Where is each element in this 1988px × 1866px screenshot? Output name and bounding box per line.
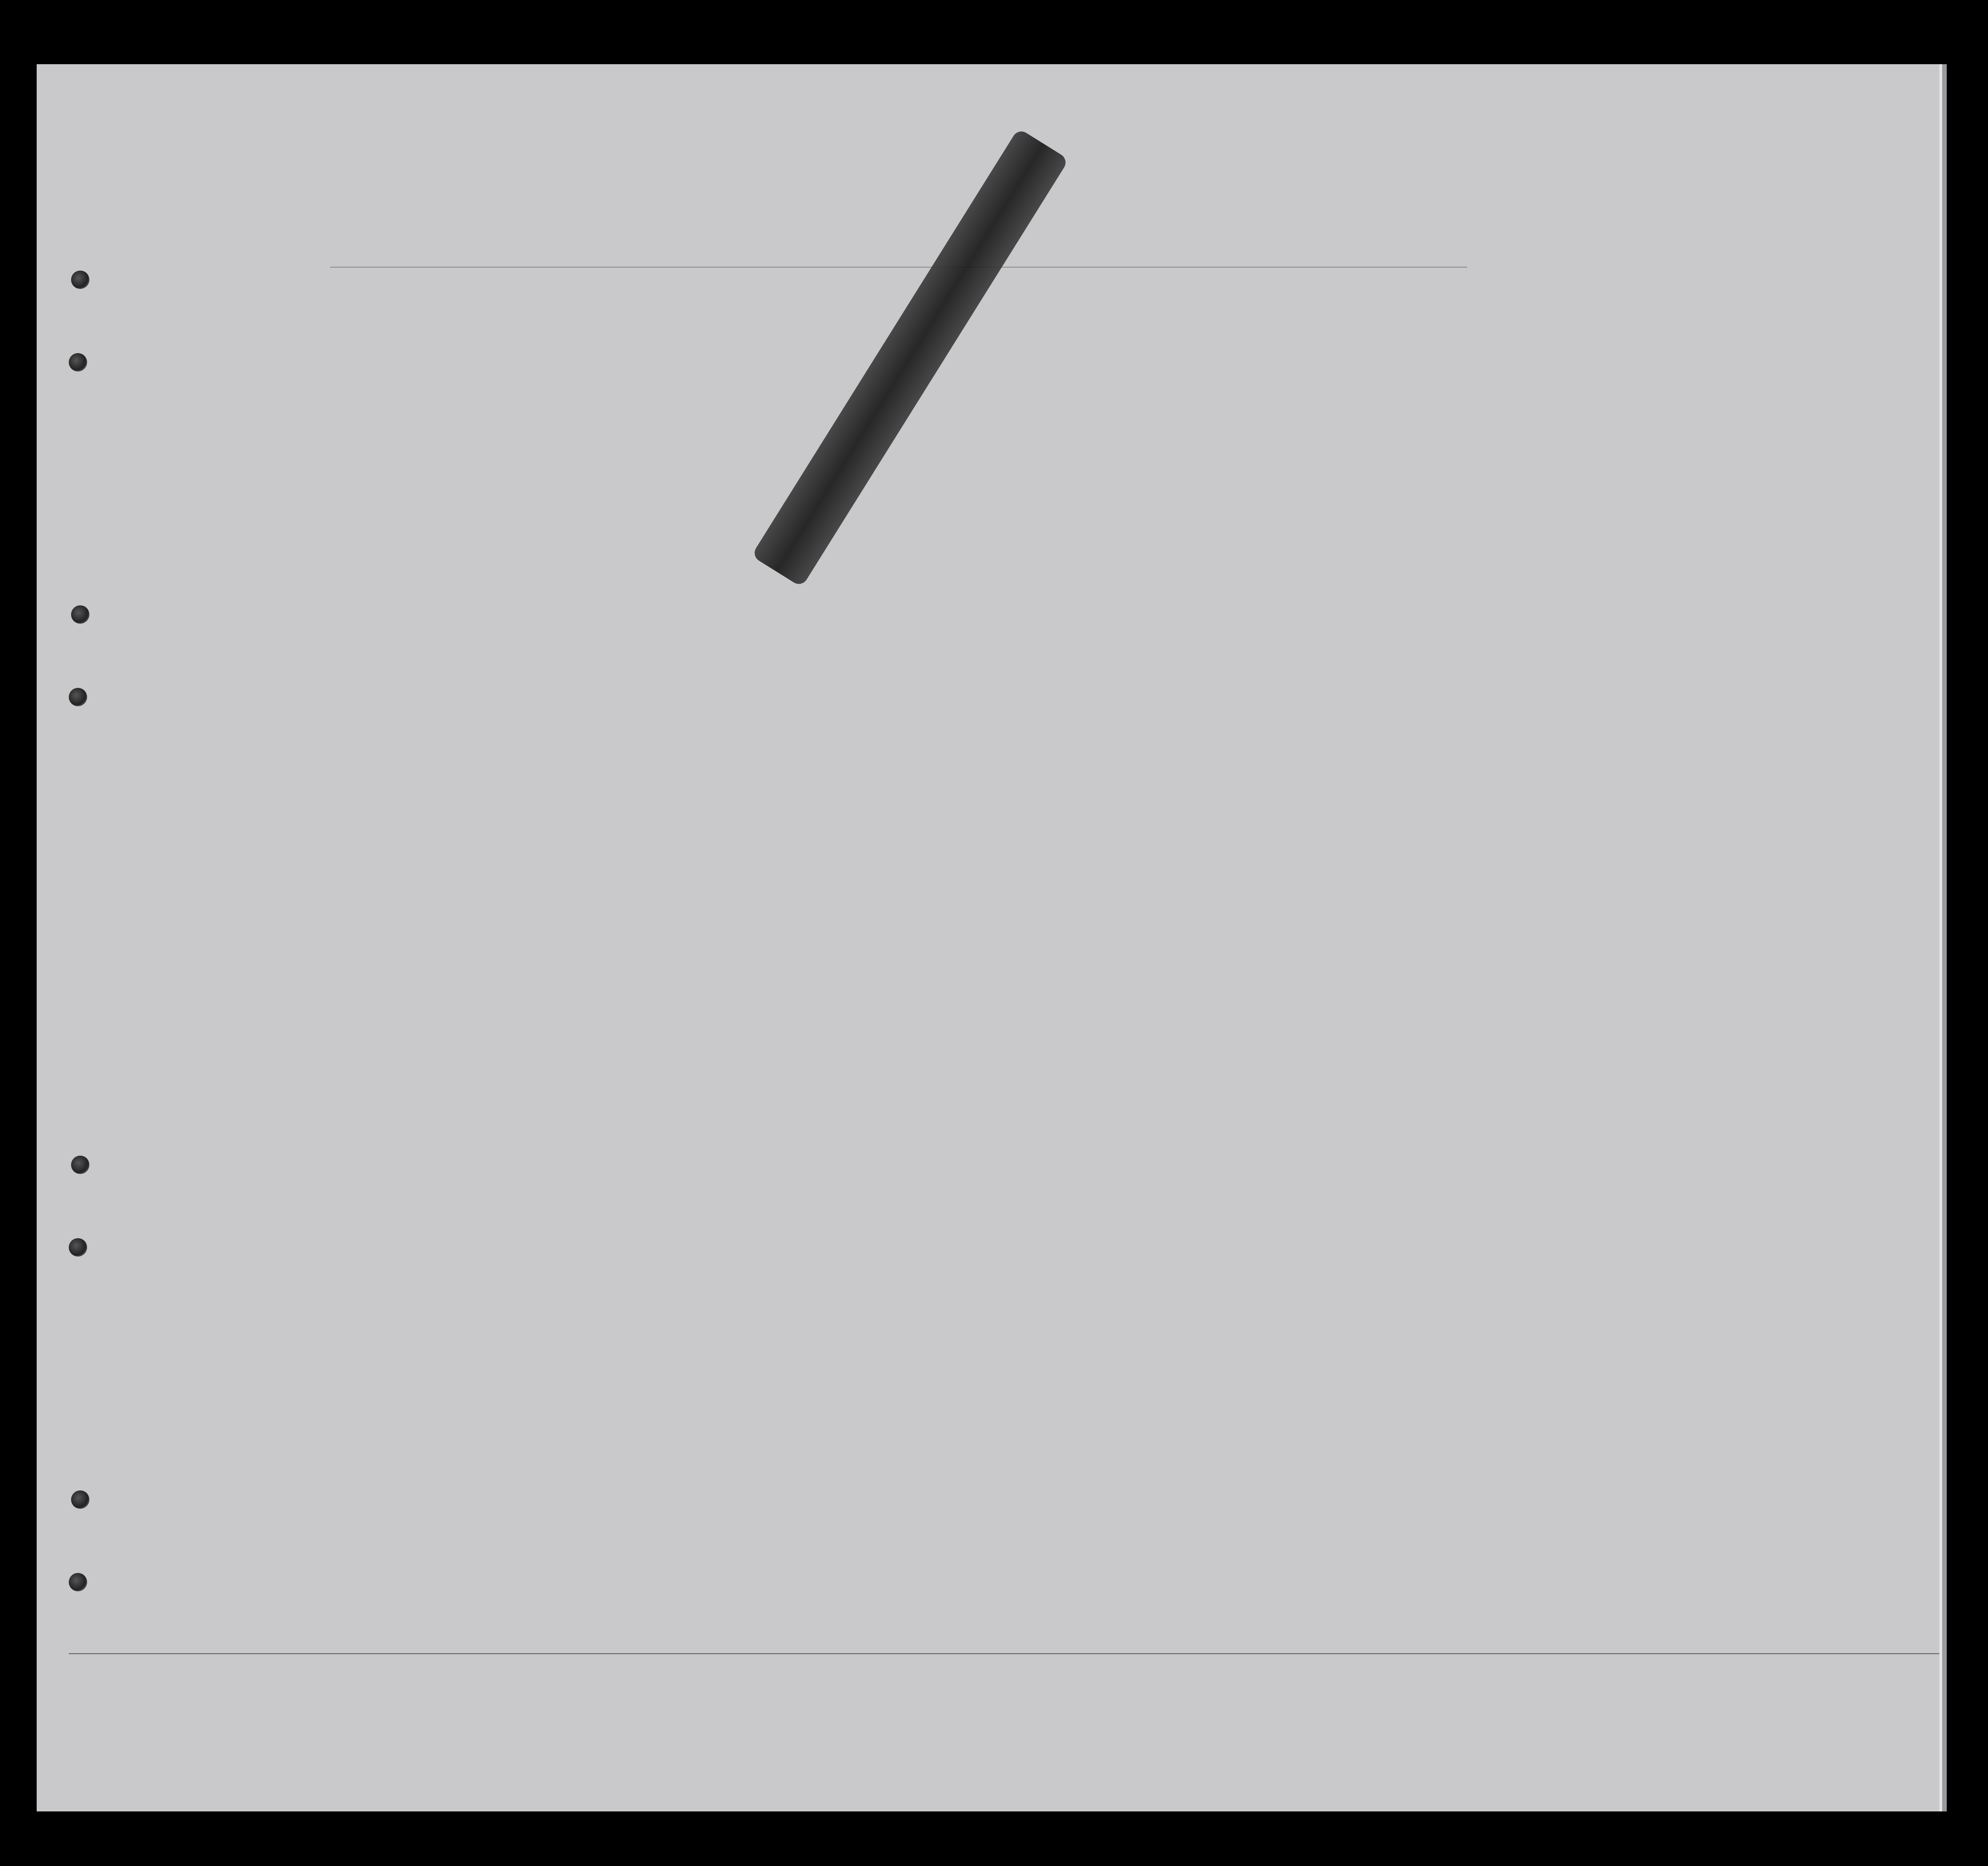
punch-hole: [69, 688, 87, 706]
punch-hole: [71, 1490, 89, 1509]
punch-hole: [71, 1156, 89, 1174]
manifest-sheet: [37, 64, 1942, 1811]
punch-hole: [71, 605, 89, 624]
punch-hole: [69, 1238, 87, 1257]
punch-hole: [69, 1573, 87, 1591]
punch-hole: [69, 353, 87, 371]
punch-hole: [71, 271, 89, 289]
footer-divider: [69, 1653, 1939, 1654]
